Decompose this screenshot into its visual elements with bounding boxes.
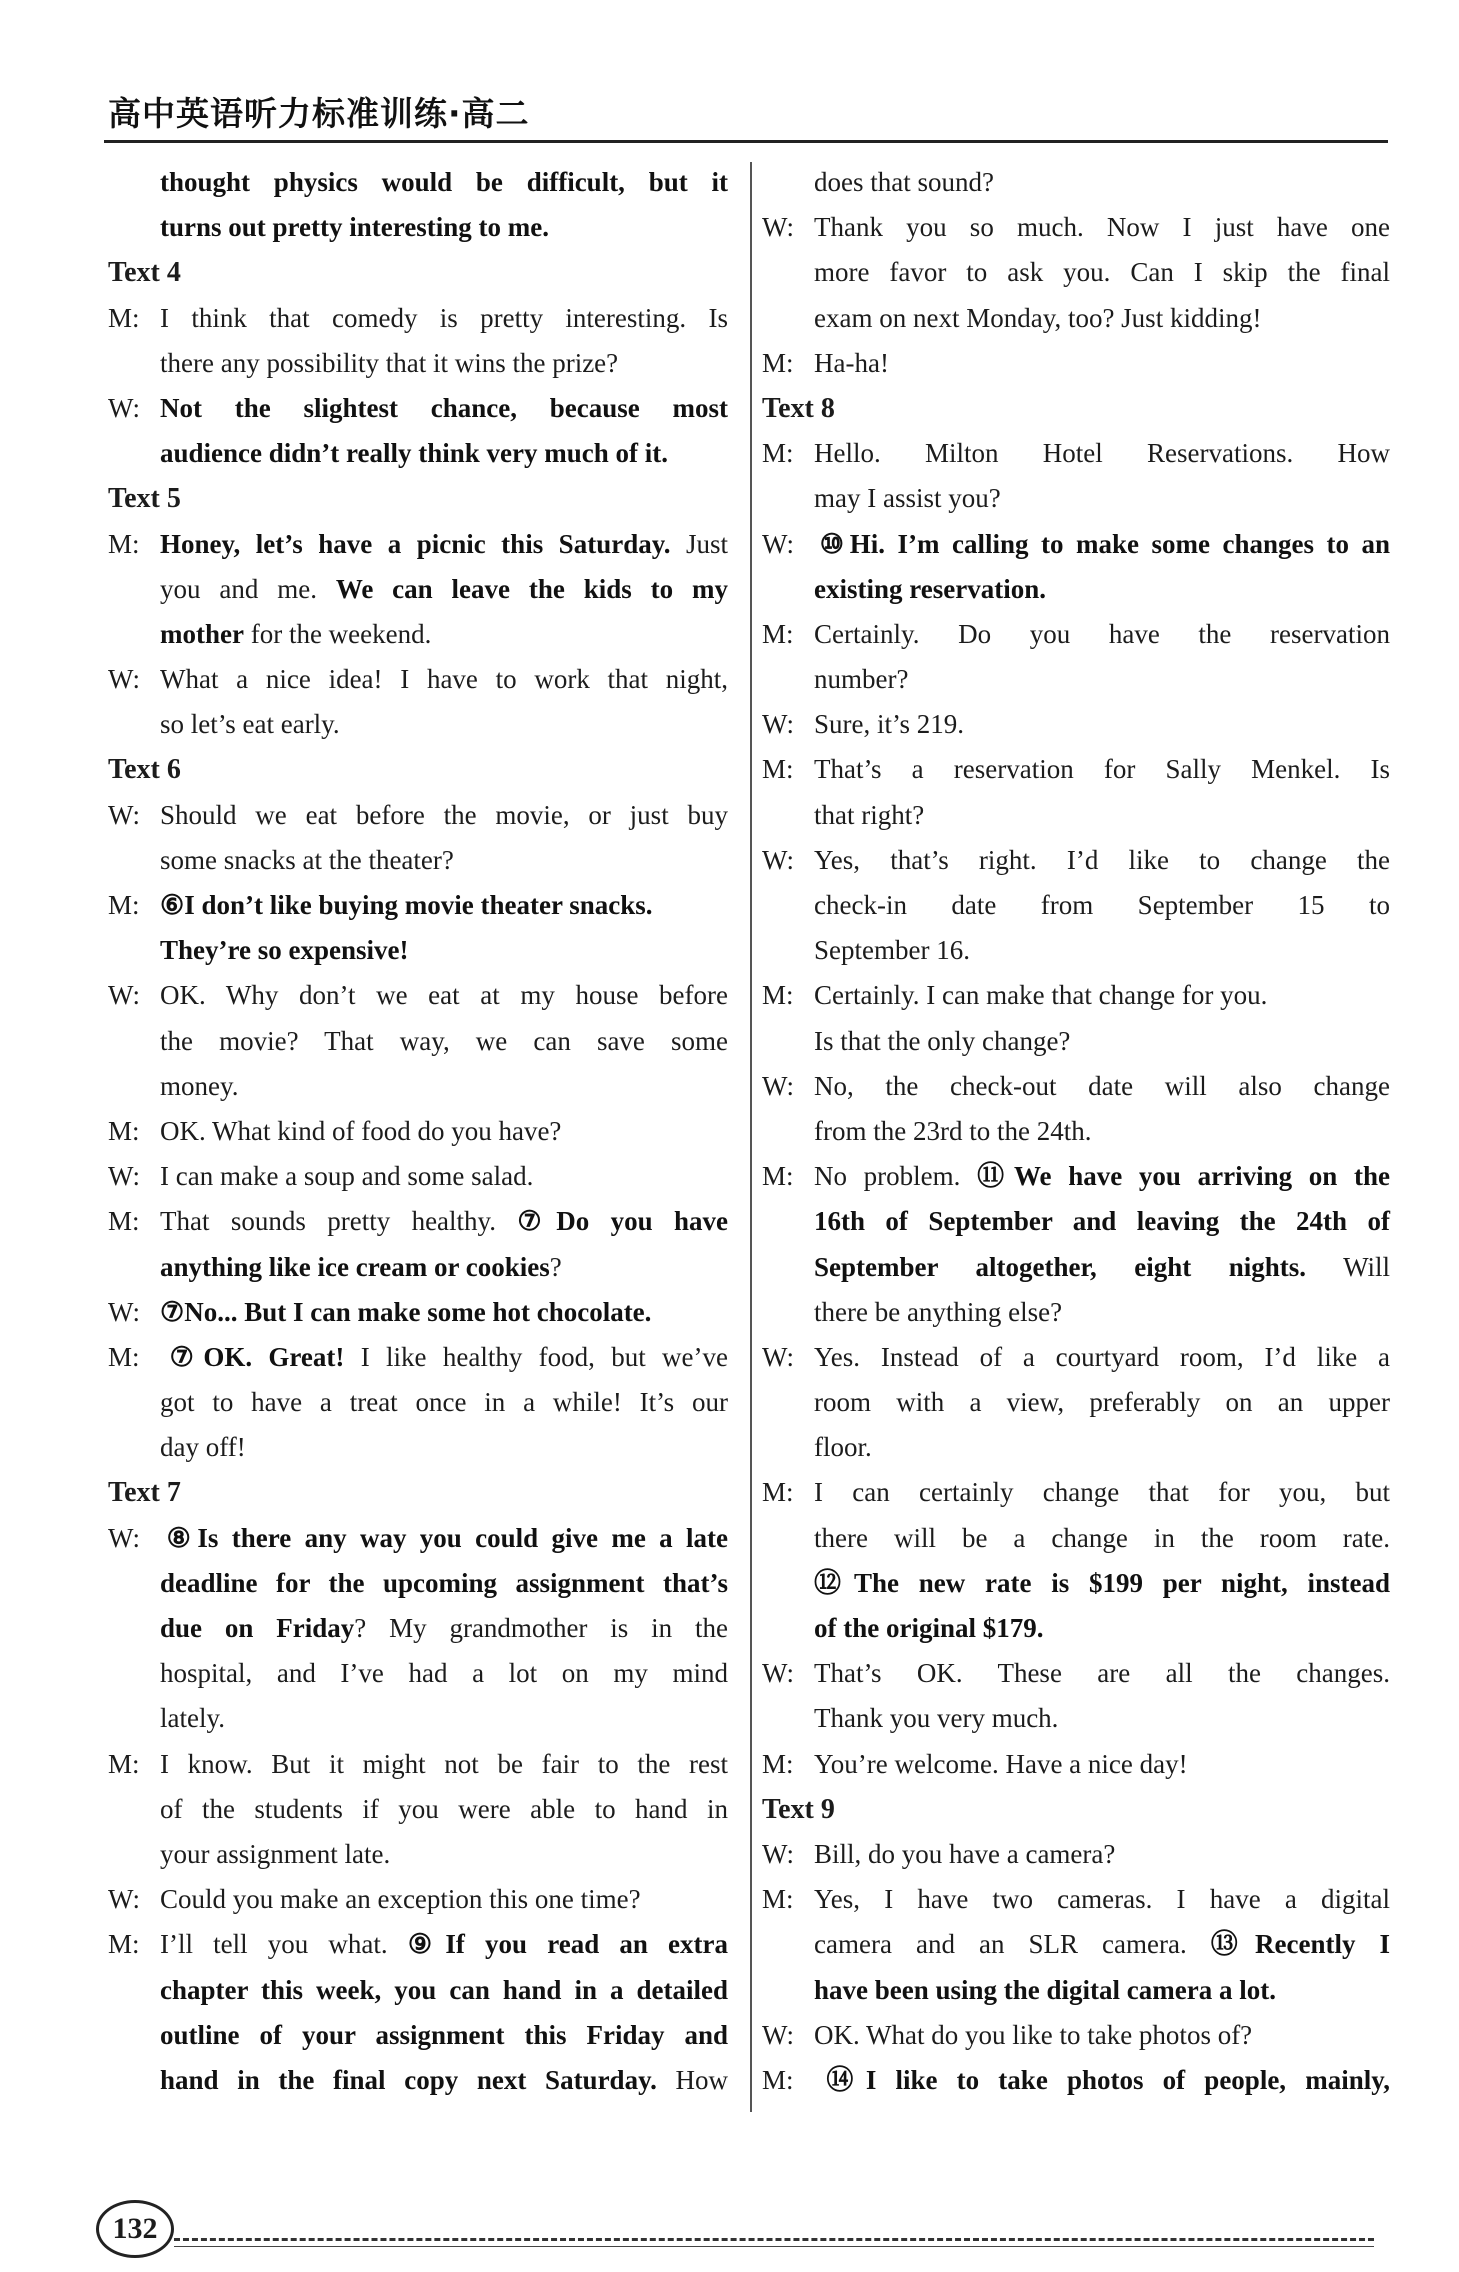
dialogue-text: Hello. Milton Hotel Reservations. How bbox=[814, 438, 1390, 469]
answer-key-text: They’re so expensive! bbox=[160, 935, 409, 966]
speaker-label: M: bbox=[108, 890, 140, 920]
answer-key-text: 16th of September and leaving the 24th of bbox=[814, 1206, 1390, 1237]
dialogue-continuation bbox=[108, 1651, 728, 1696]
speaker-label: W: bbox=[108, 799, 140, 830]
answer-key-text: ⑥I don’t like buying movie theater snacks. bbox=[160, 890, 653, 920]
dialogue-line bbox=[762, 1651, 1390, 1696]
speaker-label: M: bbox=[108, 1115, 140, 1146]
dialogue-line bbox=[762, 341, 1390, 386]
dialogue-line bbox=[762, 1470, 1390, 1515]
dialogue-continuation bbox=[108, 1425, 728, 1470]
speaker-label: M: bbox=[762, 1161, 794, 1192]
speaker-label: W: bbox=[108, 1884, 140, 1915]
dialogue-continuation bbox=[108, 567, 728, 612]
dialogue-text: That sounds pretty healthy. bbox=[160, 1206, 518, 1237]
dialogue-continuation bbox=[108, 1380, 728, 1425]
dialogue-line bbox=[762, 747, 1390, 792]
dialogue-line bbox=[108, 657, 728, 702]
answer-key-text: ⑦OK. Great! bbox=[160, 1341, 345, 1372]
dialogue-text: What a nice idea! I have to work that night, bbox=[160, 664, 728, 695]
dialogue-continuation bbox=[108, 1787, 728, 1832]
dialogue-continuation bbox=[762, 1290, 1390, 1335]
dialogue-text: OK. What do you like to take photos of? bbox=[814, 2019, 1253, 2050]
speaker-label: M: bbox=[762, 2064, 794, 2095]
dialogue-line bbox=[108, 296, 728, 341]
dialogue-text: ? My grandmother is in the bbox=[354, 1613, 728, 1643]
dialogue-continuation bbox=[762, 1245, 1390, 1290]
dialogue-text: That’s OK. These are all the changes. bbox=[814, 1658, 1390, 1689]
dialogue-text: floor. bbox=[814, 1432, 872, 1463]
dialogue-continuation bbox=[762, 883, 1390, 928]
dialogue-continuation bbox=[108, 928, 728, 973]
dialogue-text: No, the check-out date will also change bbox=[814, 1070, 1390, 1101]
dialogue-line bbox=[762, 1335, 1390, 1380]
dialogue-text: got to have a treat once in a while! It’s our bbox=[160, 1387, 728, 1418]
dialogue-line bbox=[108, 793, 728, 838]
dialogue-text: Yes. Instead of a courtyard room, I’d like a bbox=[814, 1341, 1390, 1372]
dialogue-continuation bbox=[762, 1606, 1390, 1651]
dialogue-text: I think that comedy is pretty interesting. Is bbox=[160, 302, 728, 333]
dialogue-text: Could you make an exception this one time? bbox=[160, 1884, 641, 1915]
dialogue-line bbox=[762, 612, 1390, 657]
speaker-label: M: bbox=[762, 438, 794, 469]
dialogue-line bbox=[762, 2058, 1390, 2103]
dialogue-continuation bbox=[108, 2013, 728, 2058]
speaker-label: W: bbox=[762, 1341, 794, 1372]
dialogue-continuation bbox=[108, 1832, 728, 1877]
dialogue-text: ? bbox=[549, 1251, 562, 1282]
dialogue-continuation bbox=[762, 1109, 1390, 1154]
dialogue-continuation bbox=[762, 567, 1390, 612]
answer-key-text: ⑪We have you arriving on the bbox=[977, 1161, 1390, 1192]
dialogue-text: You’re welcome. Have a nice day! bbox=[814, 1748, 1188, 1779]
dialogue-continuation bbox=[108, 1696, 728, 1741]
speaker-label: W: bbox=[108, 1296, 140, 1327]
dialogue-text: there will be a change in the room rate. bbox=[814, 1522, 1390, 1553]
dialogue-continuation bbox=[762, 160, 1390, 205]
dialogue-continuation bbox=[762, 657, 1390, 702]
dialogue-text: I know. But it might not be fair to the rest bbox=[160, 1748, 728, 1779]
dialogue-text: day off! bbox=[160, 1432, 246, 1463]
dialogue-text: Certainly. I can make that change for you. bbox=[814, 980, 1268, 1011]
dialogue-line bbox=[108, 1109, 728, 1154]
dialogue-continuation bbox=[108, 1064, 728, 1109]
speaker-label: W: bbox=[762, 1658, 794, 1689]
answer-key-text: thought physics would be difficult, but it bbox=[160, 167, 728, 197]
dialogue-continuation bbox=[762, 793, 1390, 838]
dialogue-text: number? bbox=[814, 664, 909, 695]
left-column bbox=[108, 160, 728, 2103]
dialogue-continuation bbox=[762, 296, 1390, 341]
page-footer bbox=[96, 2200, 1396, 2260]
dialogue-line bbox=[762, 702, 1390, 747]
speaker-label: M: bbox=[762, 618, 794, 649]
answer-key-text: have been using the digital camera a lot. bbox=[814, 1974, 1276, 2005]
dialogue-text: hospital, and I’ve had a lot on my mind bbox=[160, 1658, 728, 1689]
speaker-label: W: bbox=[108, 980, 140, 1011]
dialogue-text: Should we eat before the movie, or just buy bbox=[160, 799, 728, 830]
speaker-label: W: bbox=[762, 2019, 794, 2050]
answer-key-text: anything like ice cream or cookies bbox=[160, 1251, 550, 1282]
dialogue-text: exam on next Monday, too? Just kidding! bbox=[814, 302, 1262, 333]
dialogue-line bbox=[762, 2013, 1390, 2058]
dialogue-text: you and me. bbox=[160, 573, 336, 604]
dialogue-continuation bbox=[108, 2058, 728, 2103]
dialogue-line bbox=[108, 1199, 728, 1244]
dialogue-text: Yes, I have two cameras. I have a digital bbox=[814, 1884, 1390, 1915]
dialogue-line bbox=[108, 1290, 728, 1335]
dialogue-text: I’ll tell you what. bbox=[160, 1929, 408, 1960]
page-number: 132 bbox=[96, 2200, 174, 2258]
dialogue-text: Yes, that’s right. I’d like to change the bbox=[814, 844, 1390, 875]
dialogue-line bbox=[762, 1742, 1390, 1787]
dialogue-continuation bbox=[108, 1968, 728, 2013]
dialogue-text: some snacks at the theater? bbox=[160, 844, 454, 875]
section-heading: Text 8 bbox=[762, 392, 835, 424]
section-heading: Text 7 bbox=[108, 1477, 181, 1509]
dialogue-text: does that sound? bbox=[814, 167, 994, 197]
answer-key-text: deadline for the upcoming assignment that’s bbox=[160, 1567, 728, 1598]
speaker-label: W: bbox=[762, 212, 794, 243]
dialogue-continuation bbox=[762, 476, 1390, 521]
dialogue-continuation bbox=[108, 1561, 728, 1606]
dialogue-line bbox=[108, 522, 728, 567]
dialogue-text: OK. Why don’t we eat at my house before bbox=[160, 980, 728, 1011]
dialogue-line bbox=[108, 883, 728, 928]
dialogue-text: that right? bbox=[814, 799, 925, 830]
dialogue-line bbox=[108, 1742, 728, 1787]
answer-key-text: chapter this week, you can hand in a detailed bbox=[160, 1974, 728, 2005]
dialogue-text: Sure, it’s 219. bbox=[814, 709, 965, 740]
dialogue-continuation bbox=[762, 1968, 1390, 2013]
section-heading: Text 9 bbox=[762, 1793, 835, 1825]
speaker-label: W: bbox=[762, 528, 794, 559]
dialogue-line bbox=[108, 1922, 728, 1967]
dialogue-text: How bbox=[656, 2064, 729, 2095]
dialogue-text: Just bbox=[670, 528, 728, 559]
speaker-label: M: bbox=[108, 302, 140, 333]
footer-dashed-rule bbox=[174, 2238, 1374, 2241]
dialogue-continuation bbox=[108, 205, 728, 250]
dialogue-line bbox=[108, 1335, 728, 1380]
dialogue-text: money. bbox=[160, 1070, 239, 1101]
dialogue-line bbox=[762, 1064, 1390, 1109]
dialogue-text: OK. What kind of food do you have? bbox=[160, 1115, 562, 1146]
speaker-label: W: bbox=[108, 392, 140, 423]
dialogue-continuation bbox=[108, 612, 728, 657]
dialogue-continuation bbox=[762, 1380, 1390, 1425]
speaker-label: W: bbox=[108, 664, 140, 695]
dialogue-line bbox=[108, 1516, 728, 1561]
dialogue-text: so let’s eat early. bbox=[160, 709, 340, 740]
answer-key-text: outline of your assignment this Friday and bbox=[160, 2019, 728, 2050]
dialogue-line bbox=[108, 973, 728, 1018]
speaker-label: W: bbox=[762, 844, 794, 875]
dialogue-continuation bbox=[108, 838, 728, 883]
dialogue-text: of the students if you were able to hand in bbox=[160, 1793, 728, 1824]
section-heading: Text 6 bbox=[108, 754, 181, 786]
speaker-label: M: bbox=[108, 1341, 140, 1372]
dialogue-line bbox=[762, 1154, 1390, 1199]
dialogue-line bbox=[108, 1877, 728, 1922]
dialogue-line bbox=[762, 522, 1390, 567]
dialogue-line bbox=[108, 386, 728, 431]
dialogue-continuation bbox=[762, 928, 1390, 973]
answer-key-text: September altogether, eight nights. bbox=[814, 1251, 1307, 1282]
answer-key-text: We can leave the kids to my bbox=[335, 573, 728, 604]
speaker-label: M: bbox=[108, 1206, 140, 1237]
answer-key-text: ⑬Recently I bbox=[1210, 1929, 1391, 1960]
dialogue-line bbox=[762, 431, 1390, 476]
dialogue-line bbox=[762, 1832, 1390, 1877]
dialogue-text: No problem. bbox=[814, 1161, 978, 1192]
dialogue-text: Is that the only change? bbox=[814, 1025, 1071, 1056]
dialogue-text: Will bbox=[1306, 1251, 1390, 1282]
answer-key-text: ⑭I like to take photos of people, mainly, bbox=[814, 2064, 1390, 2095]
speaker-label: M: bbox=[108, 1748, 140, 1779]
answer-key-text: ⑦No... But I can make some hot chocolate. bbox=[160, 1296, 652, 1327]
answer-key-text: audience didn’t really think very much of it. bbox=[160, 438, 669, 469]
answer-key-text: ⑨If you read an extra bbox=[407, 1929, 728, 1960]
section-heading: Text 4 bbox=[108, 257, 181, 289]
dialogue-continuation bbox=[108, 1019, 728, 1064]
dialogue-text: the movie? That way, we can save some bbox=[160, 1025, 728, 1056]
answer-key-text: turns out pretty interesting to me. bbox=[160, 212, 549, 243]
dialogue-continuation bbox=[108, 160, 728, 205]
speaker-label: W: bbox=[108, 1161, 140, 1192]
answer-key-text: Honey, let’s have a picnic this Saturday. bbox=[160, 528, 671, 559]
dialogue-text: I like healthy food, but we’ve bbox=[344, 1341, 729, 1372]
dialogue-continuation bbox=[108, 1245, 728, 1290]
speaker-label: M: bbox=[762, 754, 794, 785]
dialogue-text: there any possibility that it wins the prize? bbox=[160, 347, 619, 378]
answer-key-text: hand in the final copy next Saturday. bbox=[160, 2064, 657, 2095]
dialogue-line bbox=[762, 205, 1390, 250]
dialogue-text: Ha-ha! bbox=[814, 347, 889, 378]
speaker-label: W: bbox=[108, 1522, 140, 1553]
dialogue-continuation bbox=[108, 702, 728, 747]
speaker-label: W: bbox=[762, 709, 794, 740]
answer-key-text: ⑩Hi. I’m calling to make some changes to an bbox=[814, 528, 1390, 559]
dialogue-text: more favor to ask you. Can I skip the final bbox=[814, 257, 1390, 288]
dialogue-text: Certainly. Do you have the reservation bbox=[814, 618, 1390, 649]
dialogue-text: for the weekend. bbox=[243, 618, 432, 649]
dialogue-continuation bbox=[762, 250, 1390, 295]
column-divider bbox=[750, 162, 752, 2112]
speaker-label: M: bbox=[762, 980, 794, 1011]
dialogue-continuation bbox=[762, 1561, 1390, 1606]
page-header-title: 高中英语听力标准训练·高二 bbox=[108, 94, 530, 133]
dialogue-text: camera and an SLR camera. bbox=[814, 1929, 1211, 1960]
dialogue-text: Thank you so much. Now I just have one bbox=[814, 212, 1390, 243]
dialogue-continuation bbox=[762, 1516, 1390, 1561]
dialogue-text: room with a view, preferably on an upper bbox=[814, 1387, 1390, 1418]
dialogue-text: lately. bbox=[160, 1703, 225, 1734]
dialogue-text: I can make a soup and some salad. bbox=[160, 1161, 534, 1192]
header-rule bbox=[104, 140, 1388, 143]
speaker-label: W: bbox=[762, 1838, 794, 1869]
dialogue-text: from the 23rd to the 24th. bbox=[814, 1115, 1092, 1146]
dialogue-text: I can certainly change that for you, but bbox=[814, 1477, 1390, 1508]
dialogue-text: your assignment late. bbox=[160, 1838, 391, 1869]
dialogue-line bbox=[762, 1877, 1390, 1922]
speaker-label: M: bbox=[762, 1477, 794, 1508]
speaker-label: M: bbox=[762, 1884, 794, 1915]
answer-key-text: of the original $179. bbox=[814, 1613, 1044, 1643]
dialogue-text: Thank you very much. bbox=[814, 1703, 1059, 1734]
answer-key-text: ⑦Do you have bbox=[517, 1206, 728, 1237]
speaker-label: M: bbox=[108, 528, 140, 559]
answer-key-text: mother bbox=[160, 618, 244, 649]
speaker-label: M: bbox=[762, 347, 794, 378]
dialogue-text: That’s a reservation for Sally Menkel. Is bbox=[814, 754, 1390, 785]
dialogue-continuation bbox=[108, 341, 728, 386]
dialogue-text: September 16. bbox=[814, 935, 970, 966]
answer-key-text: ⑫The new rate is $199 per night, instead bbox=[814, 1567, 1390, 1598]
dialogue-continuation bbox=[762, 1199, 1390, 1244]
dialogue-continuation bbox=[762, 1922, 1390, 1967]
dialogue-line bbox=[762, 973, 1390, 1018]
footer-rule bbox=[174, 2246, 1374, 2247]
speaker-label: W: bbox=[762, 1070, 794, 1101]
dialogue-continuation bbox=[762, 1019, 1390, 1064]
dialogue-text: check-in date from September 15 to bbox=[814, 890, 1390, 920]
answer-key-text: due on Friday bbox=[160, 1613, 355, 1643]
dialogue-text: Bill, do you have a camera? bbox=[814, 1838, 1116, 1869]
right-column bbox=[762, 160, 1390, 2103]
dialogue-continuation bbox=[108, 431, 728, 476]
dialogue-text: may I assist you? bbox=[814, 483, 1001, 514]
dialogue-line bbox=[762, 838, 1390, 883]
speaker-label: M: bbox=[762, 1748, 794, 1779]
dialogue-text: there be anything else? bbox=[814, 1296, 1063, 1327]
speaker-label: M: bbox=[108, 1929, 140, 1960]
section-heading: Text 5 bbox=[108, 483, 181, 515]
answer-key-text: Not the slightest chance, because most bbox=[160, 392, 728, 423]
dialogue-continuation bbox=[762, 1696, 1390, 1741]
dialogue-line bbox=[108, 1154, 728, 1199]
answer-key-text: existing reservation. bbox=[814, 573, 1046, 604]
answer-key-text: ⑧Is there any way you could give me a late bbox=[160, 1522, 728, 1553]
dialogue-continuation bbox=[762, 1425, 1390, 1470]
dialogue-continuation bbox=[108, 1606, 728, 1651]
